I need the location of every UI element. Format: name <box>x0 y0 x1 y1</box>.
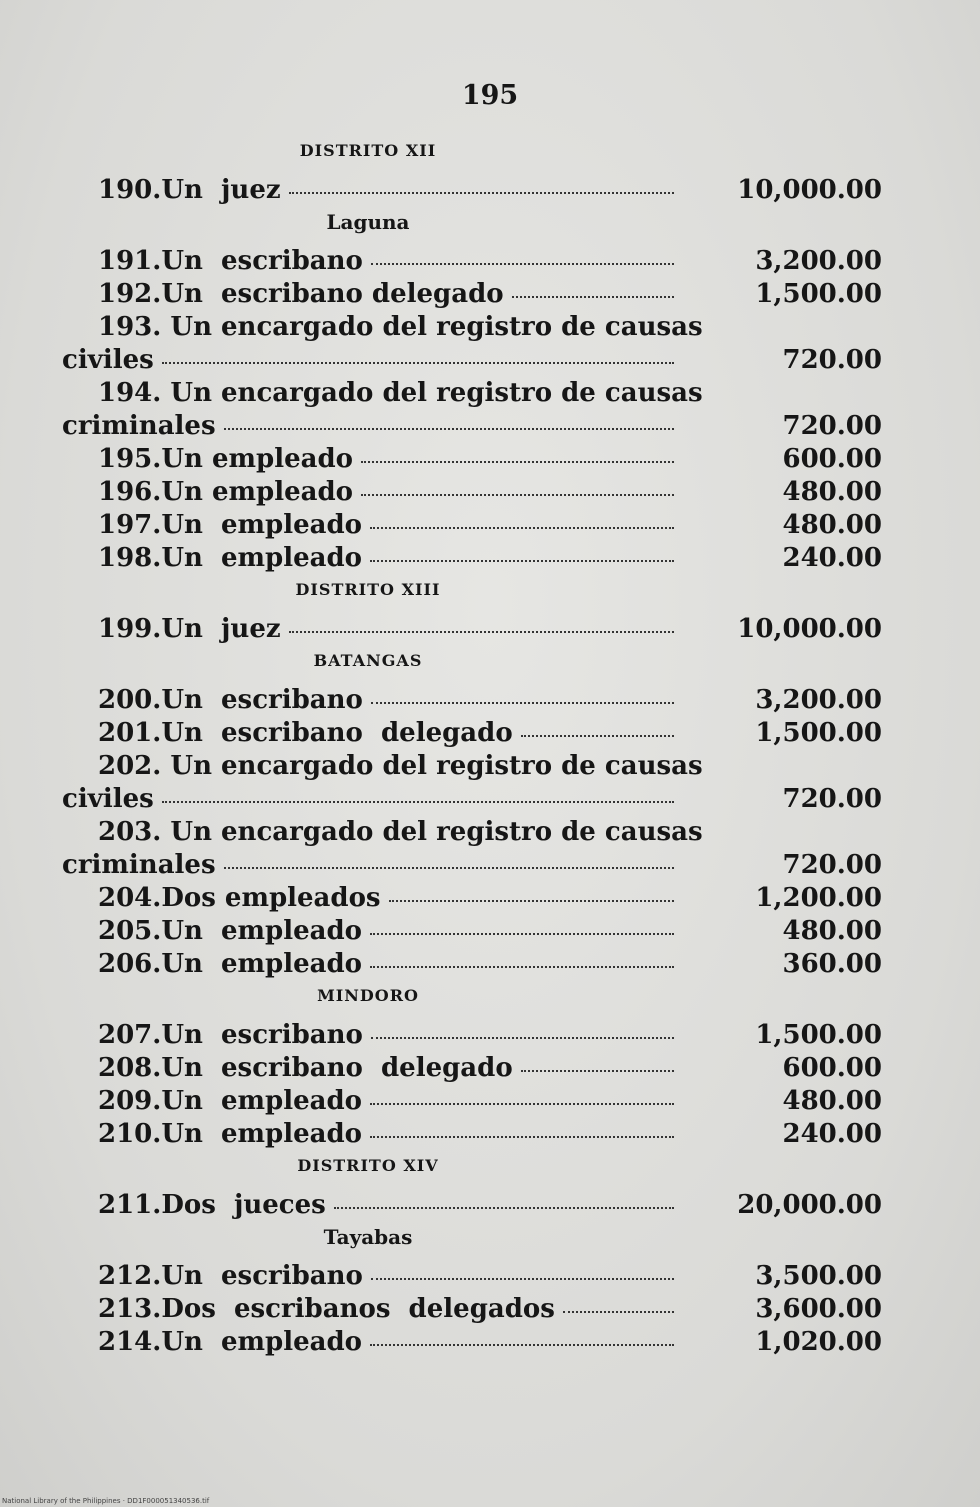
line-item-amount: 1,020.00 <box>755 1327 882 1357</box>
section-heading: BATANGAS <box>313 651 423 670</box>
line-item <box>62 613 882 646</box>
line-item <box>62 476 882 509</box>
line-item <box>62 915 882 948</box>
leader-dots <box>289 191 674 194</box>
line-item-text <box>62 377 703 410</box>
line-item-number: 192. <box>98 279 162 309</box>
leader-dots <box>521 734 674 737</box>
leader-dots <box>224 866 674 869</box>
line-item-amount: 720.00 <box>782 784 882 814</box>
line-item <box>62 1019 882 1052</box>
line-item-description: Dos escribanos delegados <box>161 1294 555 1324</box>
line-item-description: Un escribano <box>161 1020 363 1050</box>
line-item <box>62 542 882 575</box>
line-item-label <box>62 245 674 278</box>
line-item-number: 214. <box>98 1327 162 1357</box>
line-item-continuation: civiles <box>62 345 154 375</box>
line-item-number: 208. <box>98 1053 162 1083</box>
line-item <box>62 1052 882 1085</box>
leader-dots <box>370 1102 674 1105</box>
line-item-amount: 600.00 <box>782 1053 882 1083</box>
line-item-description: Un juez <box>161 614 281 644</box>
line-item-description: Un empleado <box>161 543 363 573</box>
leader-dots <box>371 1277 674 1280</box>
line-item-description: Un empleado <box>161 510 363 540</box>
line-item-number: 198. <box>98 543 162 573</box>
line-item-label <box>62 1189 674 1222</box>
leader-dots <box>371 1036 674 1039</box>
line-item-number: 207. <box>98 1020 162 1050</box>
line-item-continuation: civiles <box>62 784 154 814</box>
line-item-text <box>62 311 703 344</box>
line-item-label <box>62 1260 674 1293</box>
line-item-amount: 1,200.00 <box>755 883 882 913</box>
page-number: 195 <box>461 80 519 111</box>
leader-dots <box>371 701 674 704</box>
line-item-number: 194. <box>98 378 162 408</box>
section-heading: MINDORO <box>317 986 419 1005</box>
line-item <box>62 1118 882 1151</box>
line-item-amount: 3,200.00 <box>755 246 882 276</box>
line-item-number: 190. <box>98 175 162 205</box>
line-item-number: 196. <box>98 477 162 507</box>
leader-dots <box>370 526 674 529</box>
leader-dots <box>370 965 674 968</box>
line-item-amount: 10,000.00 <box>737 614 882 644</box>
line-item-label <box>62 613 674 646</box>
line-item-continuation: criminales <box>62 850 216 880</box>
line-item <box>62 344 882 377</box>
leader-dots <box>370 1135 674 1138</box>
line-item-description: Un empleado <box>161 916 363 946</box>
line-item-description: Un escribano <box>161 246 363 276</box>
line-item-number: 197. <box>98 510 162 540</box>
line-item-description: Un empleado <box>161 1327 363 1357</box>
line-item <box>62 174 882 207</box>
scan-footer: National Library of the Philippines · DD1F000051340536.tif <box>2 1497 210 1505</box>
line-item-label <box>62 849 674 882</box>
line-item-label <box>62 1326 674 1359</box>
line-item-amount: 480.00 <box>782 477 882 507</box>
line-item <box>62 717 882 750</box>
line-item-description: Un escribano delegado <box>161 279 504 309</box>
line-item-description: Un encargado del registro de causas <box>170 312 703 342</box>
line-item-label <box>62 948 674 981</box>
line-item-number: 205. <box>98 916 162 946</box>
line-item-text <box>62 750 703 783</box>
line-item-number: 212. <box>98 1261 162 1291</box>
line-item-number: 204. <box>98 883 162 913</box>
line-item-number: 206. <box>98 949 162 979</box>
line-item-number: 191. <box>98 246 162 276</box>
leader-dots <box>162 361 674 364</box>
line-item-amount: 1,500.00 <box>755 718 882 748</box>
leader-dots <box>224 427 674 430</box>
line-item-label <box>62 410 674 443</box>
line-item-number: 201. <box>98 718 162 748</box>
line-item-amount: 720.00 <box>782 850 882 880</box>
section-heading: DISTRITO XII <box>299 141 437 160</box>
line-item-label <box>62 1052 674 1085</box>
line-item-amount: 480.00 <box>782 916 882 946</box>
line-item-label <box>62 882 674 915</box>
leader-dots <box>563 1310 674 1313</box>
line-item-number: 202. <box>98 751 162 781</box>
line-item-number: 195. <box>98 444 162 474</box>
line-item-amount: 720.00 <box>782 411 882 441</box>
leader-dots <box>162 800 674 803</box>
line-item-label <box>62 915 674 948</box>
line-item-number: 211. <box>98 1190 162 1220</box>
line-item-number: 200. <box>98 685 162 715</box>
leader-dots <box>370 1343 674 1346</box>
leader-dots <box>512 295 674 298</box>
line-item <box>62 948 882 981</box>
line-item-amount: 1,500.00 <box>755 279 882 309</box>
line-item-description: Un empleado <box>161 1119 363 1149</box>
line-item-number: 199. <box>98 614 162 644</box>
line-item-label <box>62 783 674 816</box>
line-item-amount: 240.00 <box>782 543 882 573</box>
line-item-number: 203. <box>98 817 162 847</box>
line-item-label <box>62 717 674 750</box>
leader-dots <box>521 1069 674 1072</box>
line-item-description: Dos jueces <box>161 1190 326 1220</box>
leader-dots <box>361 460 674 463</box>
line-item-amount: 600.00 <box>782 444 882 474</box>
line-item-description: Un encargado del registro de causas <box>170 817 703 847</box>
line-item-label <box>62 509 674 542</box>
section-heading: DISTRITO XIII <box>295 580 441 599</box>
line-item <box>62 849 882 882</box>
line-item <box>62 509 882 542</box>
line-item-description: Un encargado del registro de causas <box>170 751 703 781</box>
line-item-description: Un escribano delegado <box>161 718 513 748</box>
line-item <box>62 882 882 915</box>
leader-dots <box>334 1206 674 1209</box>
leader-dots <box>289 630 674 633</box>
line-item-label <box>62 344 674 377</box>
line-item <box>62 1189 882 1222</box>
line-item-description: Un escribano <box>161 1261 363 1291</box>
leader-dots <box>389 899 674 902</box>
line-item-label <box>62 174 674 207</box>
section-heading: Laguna <box>326 210 410 234</box>
line-item-amount: 360.00 <box>782 949 882 979</box>
line-item-description: Un juez <box>161 175 281 205</box>
line-item-description: Un escribano delegado <box>161 1053 513 1083</box>
leader-dots <box>370 932 674 935</box>
budget-list <box>62 136 882 1359</box>
line-item <box>62 245 882 278</box>
line-item <box>62 1293 882 1326</box>
line-item-amount: 720.00 <box>782 345 882 375</box>
line-item-amount: 20,000.00 <box>737 1190 882 1220</box>
leader-dots <box>361 493 674 496</box>
line-item-label <box>62 1293 674 1326</box>
line-item <box>62 1326 882 1359</box>
line-item-label <box>62 1118 674 1151</box>
line-item-amount: 480.00 <box>782 510 882 540</box>
line-item <box>62 278 882 311</box>
line-item <box>62 684 882 717</box>
line-item-label <box>62 278 674 311</box>
line-item <box>62 783 882 816</box>
line-item-number: 213. <box>98 1294 162 1324</box>
line-item-number: 209. <box>98 1086 162 1116</box>
line-item-description: Un empleado <box>161 444 353 474</box>
line-item-amount: 3,500.00 <box>755 1261 882 1291</box>
line-item <box>62 1085 882 1118</box>
line-item-description: Un empleado <box>161 949 363 979</box>
line-item <box>62 443 882 476</box>
line-item-label <box>62 1019 674 1052</box>
line-item-label <box>62 443 674 476</box>
line-item <box>62 1260 882 1293</box>
line-item-amount: 480.00 <box>782 1086 882 1116</box>
leader-dots <box>371 262 674 265</box>
line-item-label <box>62 542 674 575</box>
line-item-description: Un empleado <box>161 1086 363 1116</box>
line-item-label <box>62 1085 674 1118</box>
section-heading: DISTRITO XIV <box>297 1156 439 1175</box>
line-item-amount: 240.00 <box>782 1119 882 1149</box>
line-item-continuation: criminales <box>62 411 216 441</box>
leader-dots <box>370 559 674 562</box>
section-heading: Tayabas <box>323 1225 413 1249</box>
line-item-description: Un empleado <box>161 477 353 507</box>
line-item <box>62 410 882 443</box>
line-item-label <box>62 476 674 509</box>
line-item-label <box>62 684 674 717</box>
line-item-text <box>62 816 703 849</box>
line-item-number: 193. <box>98 312 162 342</box>
line-item-amount: 1,500.00 <box>755 1020 882 1050</box>
line-item-description: Un escribano <box>161 685 363 715</box>
line-item-amount: 3,600.00 <box>755 1294 882 1324</box>
line-item-description: Dos empleados <box>161 883 381 913</box>
line-item-number: 210. <box>98 1119 162 1149</box>
line-item-description: Un encargado del registro de causas <box>170 378 703 408</box>
line-item-amount: 3,200.00 <box>755 685 882 715</box>
line-item-amount: 10,000.00 <box>737 175 882 205</box>
